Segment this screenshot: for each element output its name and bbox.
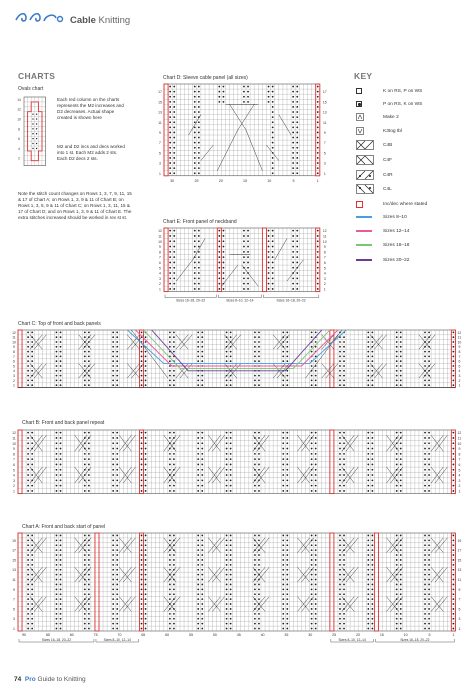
c4r-symbol-icon: [356, 171, 374, 180]
line-symbol-icon: [356, 227, 374, 236]
row-number: 10: [457, 441, 462, 446]
row-number: 19: [457, 538, 462, 543]
key-label: C4F: [383, 157, 393, 163]
row-number: 7: [13, 354, 15, 359]
row-number: 2: [458, 484, 461, 489]
row-number: 10: [12, 441, 16, 446]
box-symbol-icon: [356, 87, 374, 96]
column-number: 35: [284, 633, 289, 637]
key-label: Inc/dec where stated: [383, 201, 428, 207]
column-number: 25: [332, 633, 337, 637]
row-number: 14: [17, 97, 21, 102]
key-label: C4R: [383, 172, 393, 178]
line-symbol-icon: [356, 256, 374, 265]
ktog-symbol-icon: [356, 127, 374, 136]
row-number: 6: [159, 261, 161, 266]
chart-d: [155, 82, 330, 192]
key-item-c4l: [356, 184, 392, 194]
column-number: 85: [45, 633, 50, 637]
row-number: 9: [458, 587, 461, 592]
row-number: 8: [323, 250, 326, 255]
row-number: 5: [13, 364, 15, 369]
size-bracket: [263, 295, 318, 298]
row-number: 7: [159, 255, 161, 260]
column-number: 45: [236, 633, 241, 637]
size-label: Sizes 8–10, 12–14: [226, 298, 254, 303]
row-number: 9: [13, 345, 15, 350]
column-number: 1: [316, 178, 319, 183]
row-number: 12: [12, 330, 16, 335]
row-number: 6: [13, 463, 15, 468]
row-number: 5: [159, 151, 161, 156]
stitch-count-note: Note the stitch count changes on Rows 1, 3, 7, 9, 11, 15 & 17 of Chart A; on Rows 1, 3, 9 & 11 of Chart B; on Rows 1, 3, 5, 9 & 11 of Chart C; on Rows 1, 3, 11, 15 & 17 of Chart D; and on Rows 1, 3, 9 & 11 of Chart E. The extra stitches increased should be worked in rev st st.: [18, 191, 132, 221]
row-number: 17: [12, 548, 16, 553]
ovals-chart-title: Ovals chart: [18, 86, 44, 92]
row-number: 1: [159, 287, 161, 292]
row-number: 12: [17, 107, 21, 112]
row-number: 7: [458, 457, 461, 462]
row-number: 5: [323, 151, 326, 156]
chart-d-grid: [164, 84, 320, 176]
row-number: 12: [457, 431, 462, 436]
chart-e-title: Chart E: Front panel of neckband: [163, 219, 237, 225]
column-number: 5: [292, 178, 295, 183]
row-number: 3: [458, 374, 461, 379]
column-number: 75: [93, 633, 98, 637]
row-number: 3: [458, 478, 461, 483]
size-label: Sizes 16–18, 20–22: [276, 298, 306, 303]
row-number: 4: [458, 369, 461, 374]
row-number: 1: [458, 489, 461, 494]
key-label: C4L: [383, 186, 392, 192]
row-number: 6: [18, 137, 20, 142]
row-number: 8: [13, 350, 15, 355]
row-number: 10: [457, 340, 462, 345]
row-number: 13: [12, 568, 16, 573]
chart-c-grid: [18, 330, 455, 388]
row-number: 15: [12, 558, 16, 563]
column-number: 1: [452, 633, 455, 637]
red-symbol-icon: [356, 200, 374, 209]
column-number: 80: [69, 633, 74, 637]
row-number: 2: [13, 484, 15, 489]
column-number: 10: [403, 633, 408, 637]
chart-e-grid: [164, 228, 320, 292]
row-number: 5: [13, 607, 15, 612]
row-number: 1: [13, 489, 15, 494]
page-header-title: Cable Knitting: [70, 15, 131, 26]
column-number: 25: [194, 178, 199, 183]
column-number: 5: [428, 633, 431, 637]
row-number: 6: [13, 359, 15, 364]
row-number: 12: [158, 229, 162, 234]
key-item-k-on-rs-p-on-ws: [356, 86, 422, 96]
row-number: 5: [458, 364, 461, 369]
key-label: C4B: [383, 142, 393, 148]
size-label: Sizes 16–18, 20–22: [400, 638, 430, 642]
column-number: 55: [189, 633, 194, 637]
chart-b-grid: [18, 430, 455, 494]
page-number: 74: [14, 676, 22, 683]
row-number: 11: [457, 335, 462, 340]
key-label: Make 2: [383, 114, 399, 120]
row-number: 2: [323, 282, 326, 287]
key-item-c4r: [356, 170, 393, 180]
m2-symbol-icon: [356, 113, 374, 122]
column-number: 20: [355, 633, 360, 637]
row-number: 13: [457, 568, 462, 573]
row-number: 17: [322, 90, 327, 95]
key-item-sizes-16-18: [356, 240, 409, 250]
row-number: 10: [158, 239, 162, 244]
row-number: 7: [323, 255, 326, 260]
size-bracket: [165, 295, 216, 298]
charts-heading: CHARTS: [18, 71, 56, 81]
row-number: 11: [457, 578, 462, 583]
row-number: 8: [159, 250, 161, 255]
key-label: Sizes 16–18: [383, 242, 410, 248]
dot-symbol-icon: [356, 100, 374, 109]
row-number: 7: [458, 354, 461, 359]
row-number: 7: [13, 457, 15, 462]
row-number: 11: [12, 578, 16, 583]
ovals-note-2: M2 and D2 incs and decs worked into 1 st. Each M2 adds 2 sts. Each D2 decs 2 sts.: [57, 144, 125, 162]
row-number: 9: [159, 245, 161, 250]
size-label: Sizes 16–18, 20–22: [176, 298, 206, 303]
row-number: 17: [158, 90, 162, 95]
key-label: K3tog tbl: [383, 128, 402, 134]
row-number: 6: [458, 463, 461, 468]
chart-a-grid: [18, 533, 455, 631]
row-number: 15: [457, 558, 462, 563]
header-logo: [14, 10, 66, 31]
size-label: Sizes 16–18, 20–22: [41, 638, 72, 642]
row-number: 15: [322, 100, 327, 105]
row-number: 12: [457, 330, 462, 335]
chart-b: [10, 428, 465, 498]
row-number: 17: [457, 548, 462, 553]
row-number: 3: [13, 617, 15, 622]
row-number: 7: [323, 141, 326, 146]
row-number: 3: [458, 617, 461, 622]
column-number: 70: [117, 633, 122, 637]
line-symbol-icon: [356, 213, 374, 222]
row-number: 2: [458, 378, 461, 383]
row-number: 13: [158, 110, 162, 115]
row-number: 4: [13, 369, 15, 374]
key-item-c4b: [356, 140, 392, 150]
row-number: 11: [323, 234, 327, 239]
size-label: Sizes 8–10, 12–14: [103, 638, 131, 642]
row-number: 9: [458, 345, 461, 350]
column-number: 15: [379, 633, 384, 637]
row-number: 8: [458, 452, 461, 457]
row-number: 10: [12, 340, 16, 345]
key-item-k3tog-tbl: [356, 126, 402, 136]
row-number: 4: [159, 271, 161, 276]
row-number: 7: [13, 597, 15, 602]
row-number: 5: [13, 468, 15, 473]
row-number: 1: [13, 627, 15, 632]
c4f-symbol-icon: [356, 156, 374, 165]
row-number: 19: [12, 538, 16, 543]
row-number: 8: [13, 452, 15, 457]
column-number: 60: [165, 633, 170, 637]
row-number: 11: [323, 120, 327, 125]
key-label: P on RS, K on WS: [383, 101, 423, 107]
ovals-note-1: Each red column on the charts represents the M2 increases and D2 decreases. Actual shape created is shown here: [57, 97, 124, 121]
row-number: 15: [158, 100, 162, 105]
key-item-c4f: [356, 155, 392, 165]
row-number: 1: [13, 383, 15, 388]
key-label: Sizes 8–10: [383, 214, 407, 220]
row-number: 5: [458, 468, 461, 473]
row-number: 3: [323, 161, 326, 166]
page-footer: [14, 676, 86, 683]
row-number: 4: [13, 473, 15, 478]
key-item-sizes-8-10: [356, 212, 407, 222]
column-number: 30: [308, 633, 313, 637]
key-item-sizes-12-14: [356, 226, 409, 236]
row-number: 9: [13, 447, 15, 452]
chart-a-title: Chart A: Front and back start of panel: [22, 524, 106, 530]
chart-c: [10, 328, 465, 390]
chart-a: [10, 531, 465, 653]
row-number: 5: [323, 266, 326, 271]
row-number: 5: [159, 266, 161, 271]
column-number: 30: [170, 178, 175, 183]
line-symbol-icon: [356, 241, 374, 250]
row-number: 2: [159, 282, 161, 287]
brand-pro: Pro: [24, 676, 36, 683]
row-number: 4: [458, 473, 461, 478]
column-number: 50: [212, 633, 217, 637]
row-number: 11: [457, 436, 462, 441]
row-number: 11: [12, 436, 16, 441]
column-number: 15: [242, 178, 247, 183]
row-number: 2: [18, 156, 20, 161]
row-number: 13: [322, 110, 327, 115]
row-number: 7: [458, 597, 461, 602]
key-item-make-2: [356, 112, 399, 122]
row-number: 7: [159, 141, 161, 146]
chart-b-title: Chart B: Front and back panel repeat: [22, 420, 105, 426]
row-number: 11: [12, 335, 16, 340]
row-number: 2: [13, 378, 15, 383]
row-number: 9: [458, 447, 461, 452]
row-number: 1: [458, 627, 461, 632]
row-number: 10: [17, 117, 21, 122]
row-number: 9: [13, 587, 15, 592]
row-number: 8: [18, 127, 20, 132]
row-number: 6: [323, 261, 326, 266]
column-number: 65: [141, 633, 146, 637]
brand-rest: Guide to Knitting: [35, 676, 86, 683]
key-item-inc-dec-where-stated: [356, 199, 427, 209]
row-number: 9: [323, 245, 326, 250]
row-number: 12: [12, 431, 16, 436]
key-label: Sizes 12–14: [383, 228, 410, 234]
row-number: 3: [159, 276, 161, 281]
chart-d-title: Chart D: Sleeve cable panel (all sizes): [163, 75, 248, 81]
row-number: 11: [158, 234, 162, 239]
row-number: 1: [323, 287, 326, 292]
row-number: 8: [458, 350, 461, 355]
row-number: 3: [159, 161, 161, 166]
c4b-symbol-icon: [356, 141, 374, 150]
column-number: 40: [260, 633, 265, 637]
chart-e: [155, 226, 330, 312]
row-number: 3: [13, 374, 15, 379]
row-number: 9: [323, 130, 326, 135]
chart-c-title: Chart C: Top of front and back panels: [18, 321, 101, 327]
ovals-chart: [14, 95, 52, 167]
row-number: 6: [458, 359, 461, 364]
row-number: 3: [323, 276, 326, 281]
row-number: 9: [159, 130, 161, 135]
key-heading: KEY: [354, 71, 373, 81]
column-number: 90: [22, 633, 27, 637]
row-number: 1: [458, 383, 461, 388]
row-number: 11: [158, 120, 162, 125]
row-number: 3: [13, 478, 15, 483]
c4l-symbol-icon: [356, 185, 374, 194]
row-number: 1: [323, 171, 326, 176]
row-number: 12: [322, 229, 327, 234]
swirl-logo-icon: [14, 10, 66, 26]
size-bracket: [218, 295, 261, 298]
key-item-p-on-rs-k-on-ws: [356, 99, 422, 109]
row-number: 1: [159, 171, 161, 176]
size-label: Sizes 8–10, 12–14: [338, 638, 366, 642]
row-number: 4: [323, 271, 326, 276]
row-number: 4: [18, 146, 20, 151]
key-label: Sizes 20–22: [383, 257, 410, 263]
column-number: 20: [218, 178, 223, 183]
column-number: 10: [267, 178, 272, 183]
key-label: K on RS, P on WS: [383, 88, 423, 94]
key-item-sizes-20-22: [356, 255, 409, 265]
row-number: 10: [322, 239, 327, 244]
row-number: 5: [458, 607, 461, 612]
